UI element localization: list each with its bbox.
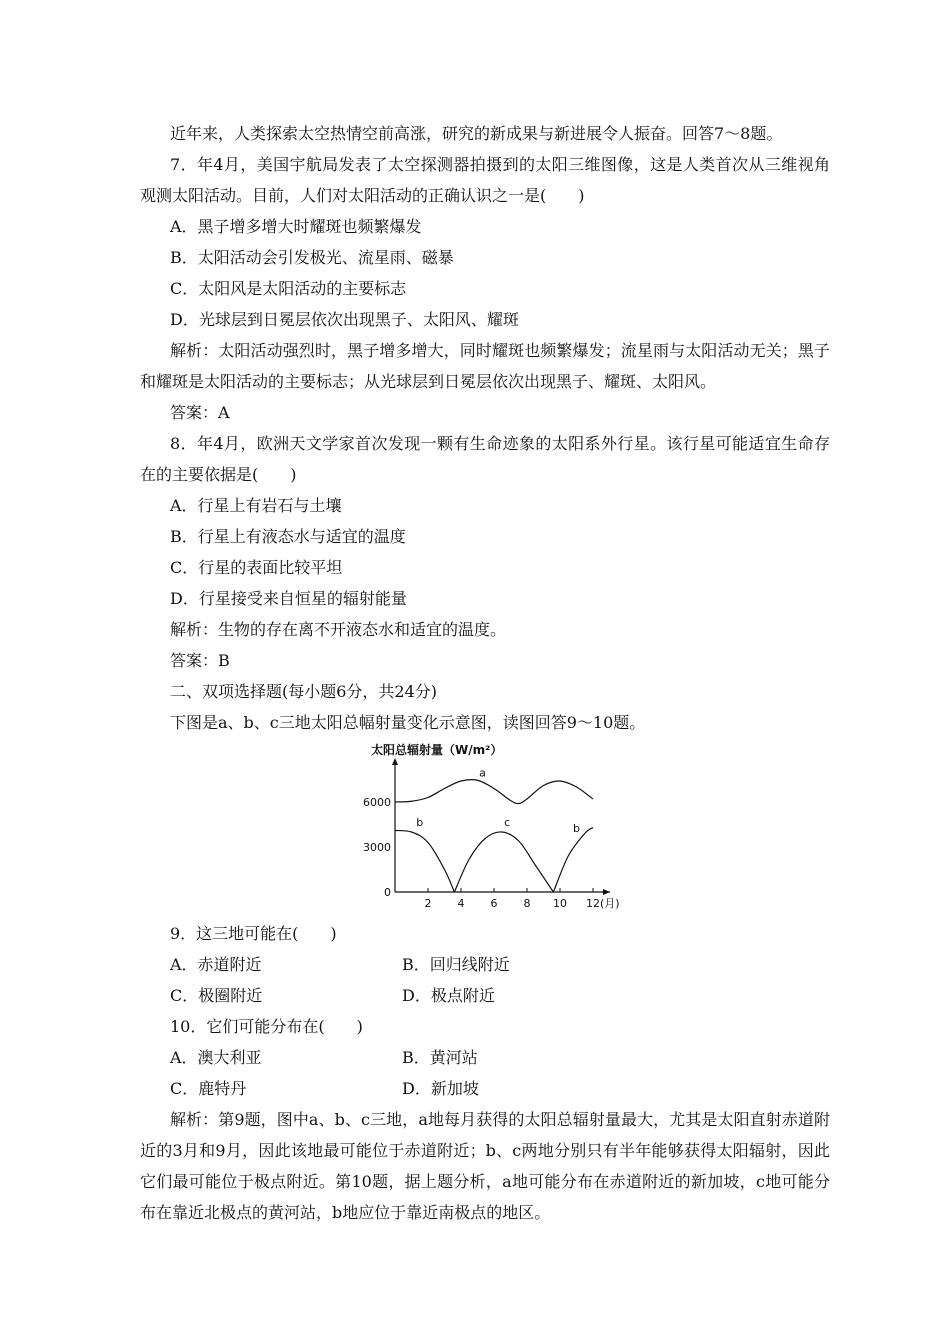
y-axis-arrow	[392, 758, 398, 765]
question-8-option-a: A．行星上有岩石与土壤	[170, 496, 342, 515]
section-2-heading: 二、双项选择题(每小题6分，共24分)	[170, 682, 438, 701]
question-10-option-a: A．澳大利亚	[170, 1048, 262, 1067]
question-7-option-a: A．黑子增多增大时耀斑也频繁爆发	[170, 217, 422, 236]
x-axis-arrow	[603, 889, 610, 895]
question-9-option-a: A．赤道附近	[170, 955, 262, 974]
question-8-stem: 8．年4月，欧洲天文学家首次发现一颗有生命迹象的太阳系外行星。该行星可能适宜生命存在的主要依据是( )	[140, 434, 830, 484]
intro-paragraph-1: 近年来，人类探索太空热情空前高涨，研究的新成果与新进展令人振奋。回答7～8题。	[170, 124, 783, 143]
chart-series	[395, 767, 593, 893]
question-9-option-c: C．极圈附近	[170, 986, 263, 1005]
question-9-stem: 9．这三地可能在( )	[170, 924, 337, 943]
y-tick-label: 3000	[363, 841, 391, 854]
question-8-answer: 答案：B	[170, 651, 230, 670]
series-line-c	[454, 832, 553, 892]
series-label-b: b	[416, 816, 424, 829]
x-axis-unit-label: (月)	[600, 897, 620, 910]
series-line-a	[395, 780, 593, 804]
question-9-option-b: B．回归线附近	[402, 955, 510, 974]
question-10-option-d: D．新加坡	[402, 1079, 479, 1098]
solar-radiation-chart	[355, 742, 655, 914]
series-label-c: c	[504, 816, 511, 829]
question-7-option-d: D．光球层到日冕层依次出现黑子、太阳风、耀斑	[170, 310, 519, 329]
series-line-b	[553, 828, 593, 893]
chart-y-axis-label: 太阳总辐射量（W/m²）	[371, 743, 503, 757]
y-tick-label: 6000	[363, 796, 391, 809]
question-10-option-b: B．黄河站	[402, 1048, 478, 1067]
final-analysis: 解析：第9题，图中a、b、c三地，a地每月获得的太阳总辐射量最大，尤其是太阳直射赤道附近的3月和9月，因此该地最可能位于赤道附近；b、c两地分别只有半年能够获得太阳辐射，因此它们最可能位于极点附近。第10题，据上题分析，a地可能分布在赤道附近的新加坡，c地可能分布在靠近北极点的黄河站，b地应位于靠近南极点的地区。	[140, 1110, 830, 1222]
question-7-answer: 答案：A	[170, 403, 230, 422]
question-8-option-c: C．行星的表面比较平坦	[170, 558, 343, 577]
question-8-option-d: D．行星接受来自恒星的辐射能量	[170, 589, 407, 608]
question-9-option-d: D．极点附近	[402, 986, 495, 1005]
x-tick-label: 10	[553, 897, 567, 910]
intro-paragraph-2: 下图是a、b、c三地太阳总幅射量变化示意图，读图回答9～10题。	[170, 713, 646, 732]
question-7-option-c: C．太阳风是太阳活动的主要标志	[170, 279, 407, 298]
x-tick-label: 12	[586, 897, 600, 910]
question-10-stem: 10．它们可能分布在( )	[170, 1017, 363, 1036]
question-7-stem: 7．年4月，美国宇航局发表了太空探测器拍摄到的太阳三维图像，这是人类首次从三维视角观测太阳活动。目前，人们对太阳活动的正确认识之一是( )	[140, 155, 830, 205]
x-tick-label: 8	[523, 897, 531, 910]
question-7-option-b: B．太阳活动会引发极光、流星雨、磁暴	[170, 248, 454, 267]
chart-ticks	[363, 796, 620, 910]
x-tick-label: 6	[490, 897, 498, 910]
question-8-option-b: B．行星上有液态水与适宜的温度	[170, 527, 406, 546]
x-tick-label: 4	[457, 897, 465, 910]
series-label-a: a	[479, 766, 486, 780]
y-tick-label: 0	[384, 886, 391, 899]
series-line-b	[395, 831, 454, 893]
x-tick-label: 2	[424, 897, 432, 910]
question-8-analysis: 解析：生物的存在离不开液态水和适宜的温度。	[170, 620, 507, 639]
question-7-analysis: 解析：太阳活动强烈时，黑子增多增大，同时耀斑也频繁爆发；流星雨与太阳活动无关；黑子和耀斑是太阳活动的主要标志；从光球层到日冕层依次出现黑子、耀斑、太阳风。	[140, 341, 830, 391]
series-label-b: b	[573, 822, 580, 835]
question-10-option-c: C．鹿特丹	[170, 1079, 247, 1098]
